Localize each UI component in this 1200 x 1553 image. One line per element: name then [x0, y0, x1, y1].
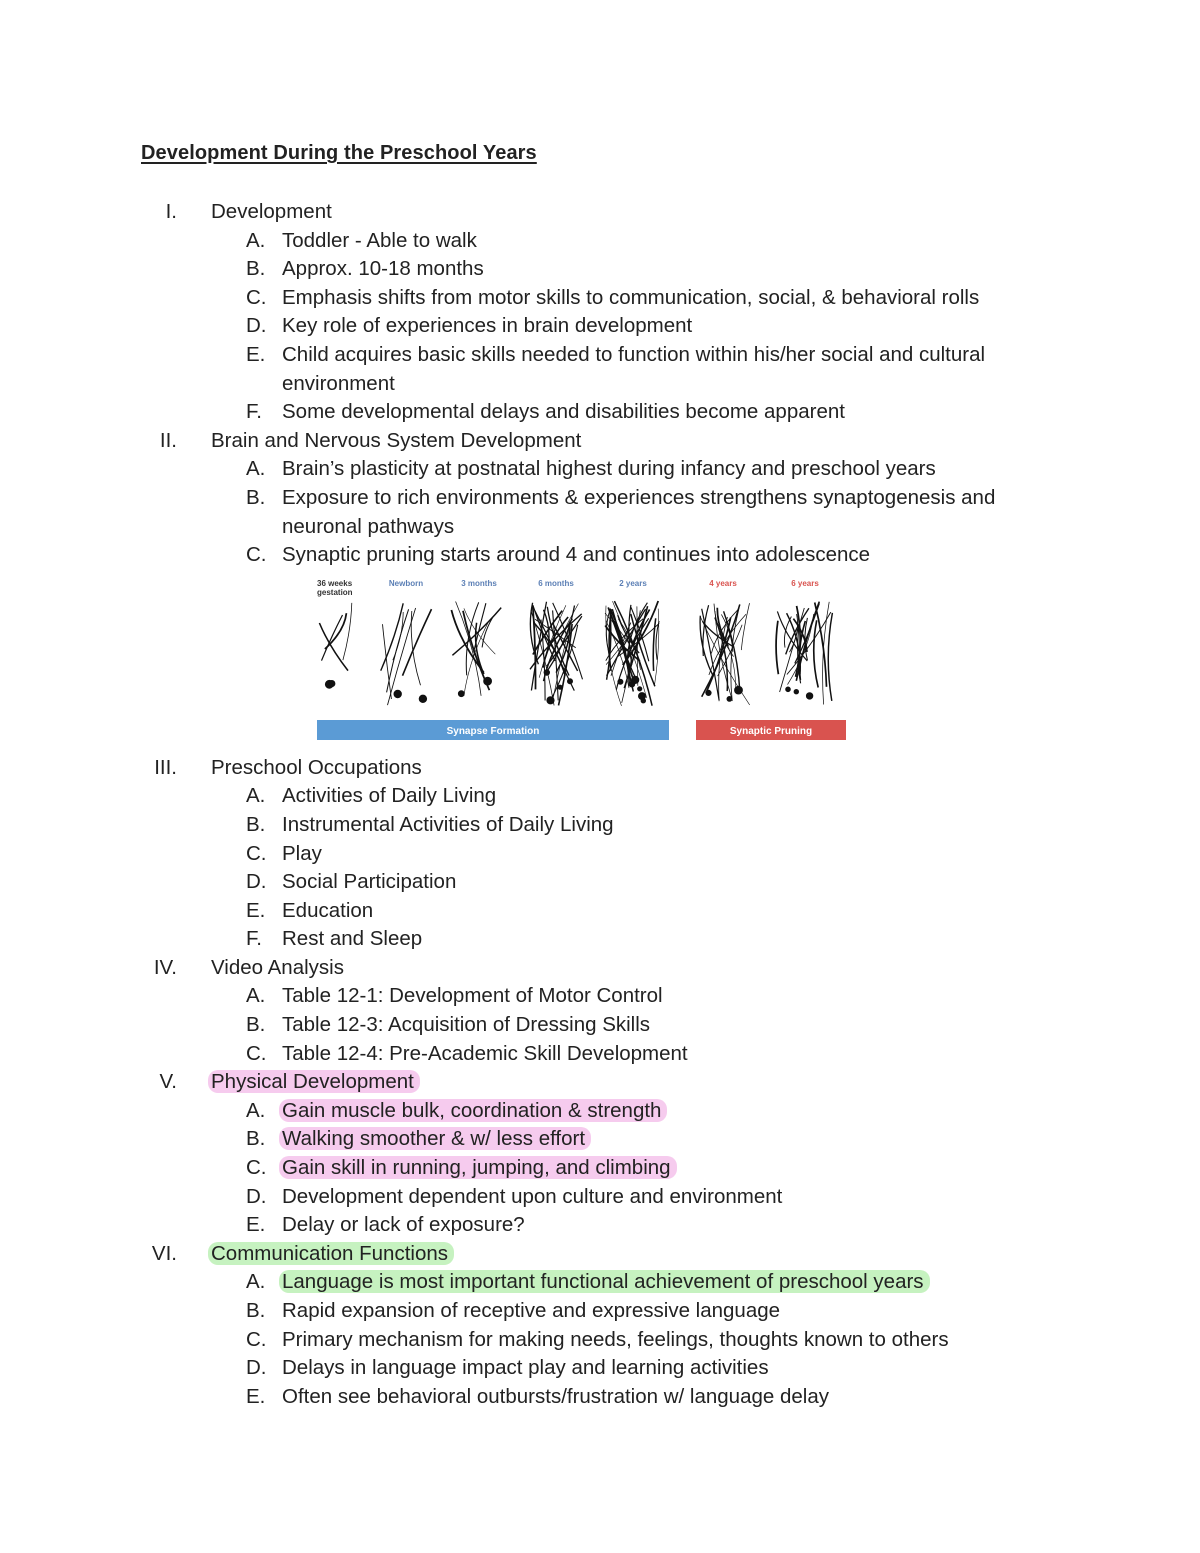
synaptic-pruning-label: Synaptic Pruning — [729, 725, 813, 737]
item-letter: B. — [246, 812, 266, 836]
section-numeral: V. — [159, 1070, 177, 1094]
item-text: Development dependent upon culture and environment — [282, 1184, 783, 1208]
section-label: Brain and Nervous System Development — [211, 428, 582, 452]
synapse-figure — [311, 576, 851, 744]
list-item — [0, 897, 1200, 926]
item-text: Some developmental delays and disabilities become apparent — [282, 400, 845, 424]
item-text: Rest and Sleep — [282, 927, 423, 951]
list-item — [0, 1011, 1200, 1040]
item-letter: F. — [246, 400, 262, 424]
item-letter: A. — [246, 457, 266, 481]
list-item — [0, 868, 1200, 897]
section-physical-development — [0, 1068, 1200, 1240]
list-item — [0, 541, 1200, 570]
item-text: Language is most important functional achievement of preschool years — [279, 1270, 930, 1293]
item-letter: E. — [246, 1384, 266, 1408]
item-letter: B. — [246, 485, 266, 509]
item-text: Table 12-1: Development of Motor Control — [282, 984, 663, 1008]
stage-label: 2 years — [619, 578, 647, 588]
list-item — [0, 255, 1200, 284]
item-text: Approx. 10-18 months — [282, 257, 484, 281]
item-text: Toddler - Able to walk — [282, 228, 477, 252]
list-item — [0, 1125, 1200, 1154]
list-item — [0, 982, 1200, 1011]
section-label: Communication Functions — [208, 1242, 454, 1265]
list-item — [0, 782, 1200, 811]
item-text: Rapid expansion of receptive and expressive language — [282, 1299, 781, 1322]
item-letter: A. — [246, 1098, 266, 1122]
section-preschool-occupations — [0, 754, 1200, 954]
list-item — [0, 1268, 1200, 1297]
item-letter: D. — [246, 314, 267, 338]
item-letter: C. — [246, 1041, 267, 1065]
item-text: Primary mechanism for making needs, feelings, thoughts known to others — [282, 1327, 949, 1351]
item-text: Activities of Daily Living — [282, 784, 497, 808]
item-text: Table 12-3: Acquisition of Dressing Skills — [282, 1013, 651, 1037]
item-letter: C. — [246, 1327, 267, 1351]
section-numeral: I. — [165, 200, 177, 223]
item-text: Gain muscle bulk, coordination & strength — [279, 1099, 667, 1122]
item-text: Education — [282, 898, 374, 922]
list-item — [0, 925, 1200, 954]
item-letter: B. — [246, 257, 266, 281]
section-label: Physical Development — [208, 1070, 420, 1093]
item-letter: D. — [246, 870, 267, 894]
section-label: Preschool Occupations — [211, 755, 422, 779]
list-item — [0, 455, 1200, 484]
item-letter: E. — [246, 898, 266, 922]
document-title: Development During the Preschool Years — [141, 142, 537, 164]
item-text: Often see behavioral outbursts/frustration w/ language delay — [282, 1384, 829, 1408]
section-video-analysis — [0, 954, 1200, 1068]
item-text: Brain’s plasticity at postnatal highest during infancy and preschool years — [282, 457, 936, 481]
item-text: Gain skill in running, jumping, and climbing — [279, 1156, 677, 1179]
item-letter: C. — [246, 1156, 267, 1180]
item-letter: D. — [246, 1184, 267, 1208]
item-letter: F. — [246, 927, 262, 951]
section-numeral: IV. — [153, 955, 177, 979]
list-item — [0, 1040, 1200, 1069]
synapse-formation-label: Synapse Formation — [446, 725, 540, 737]
item-text: Emphasis shifts from motor skills to communication, social, & behavioral rolls — [282, 285, 980, 309]
stage-label: 3 months — [461, 578, 497, 588]
stage-label: 4 years — [709, 578, 737, 588]
list-item — [0, 1383, 1200, 1412]
stage-label: 6 months — [538, 578, 574, 588]
list-item — [0, 1211, 1200, 1240]
stage-label: 6 years — [791, 578, 819, 588]
list-item — [0, 312, 1200, 341]
section-communication-functions — [0, 1240, 1200, 1412]
item-letter: A. — [246, 984, 266, 1008]
item-text: Table 12-4: Pre-Academic Skill Development — [282, 1041, 688, 1065]
list-item — [0, 341, 1200, 398]
list-item — [0, 1326, 1200, 1355]
figure-background — [311, 576, 851, 744]
list-item — [0, 1354, 1200, 1383]
section-label: Video Analysis — [211, 955, 344, 979]
item-text: Delays in language impact play and learning activities — [282, 1356, 769, 1380]
item-text: Walking smoother & w/ less effort — [279, 1127, 591, 1150]
item-text: Key role of experiences in brain development — [282, 314, 693, 338]
stage-label: Newborn — [388, 578, 424, 588]
item-letter: E. — [246, 342, 266, 366]
item-text: Delay or lack of exposure? — [282, 1213, 525, 1237]
item-letter: E. — [246, 1213, 266, 1237]
list-item — [0, 1297, 1200, 1326]
list-item — [0, 484, 1200, 541]
item-text: Social Participation — [282, 870, 457, 894]
stage-label: 36 weeks gestation — [317, 578, 353, 597]
section-label: Development — [211, 200, 332, 223]
section-numeral: VI. — [151, 1241, 177, 1265]
item-text: Exposure to rich environments & experiences strengthens synaptogenesis and neuronal pathways — [282, 485, 996, 538]
item-letter: A. — [246, 228, 266, 252]
item-letter: D. — [246, 1356, 267, 1380]
item-letter: A. — [246, 1270, 266, 1294]
item-text: Instrumental Activities of Daily Living — [282, 812, 614, 836]
item-text: Synaptic pruning starts around 4 and continues into adolescence — [282, 543, 871, 567]
item-letter: B. — [246, 1013, 266, 1037]
synapse-diagram — [311, 576, 851, 744]
item-text: Child acquires basic skills needed to function within his/her social and cultural environment — [282, 342, 986, 395]
list-item — [0, 1097, 1200, 1126]
section-brain-nervous-system — [0, 427, 1200, 744]
item-letter: A. — [246, 784, 266, 808]
item-letter: C. — [246, 543, 267, 567]
list-item — [0, 398, 1200, 427]
list-item — [0, 284, 1200, 313]
item-letter: B. — [246, 1127, 266, 1151]
list-item — [0, 227, 1200, 256]
list-item — [0, 1154, 1200, 1183]
list-item — [0, 840, 1200, 869]
list-item — [0, 811, 1200, 840]
section-numeral: III. — [154, 755, 177, 779]
list-item — [0, 1183, 1200, 1212]
section-numeral: II. — [159, 428, 177, 452]
section-development — [0, 198, 1200, 427]
item-letter: C. — [246, 285, 267, 309]
outline — [0, 198, 1200, 1411]
item-text: Play — [282, 841, 322, 865]
item-letter: B. — [246, 1299, 266, 1322]
item-letter: C. — [246, 841, 267, 865]
